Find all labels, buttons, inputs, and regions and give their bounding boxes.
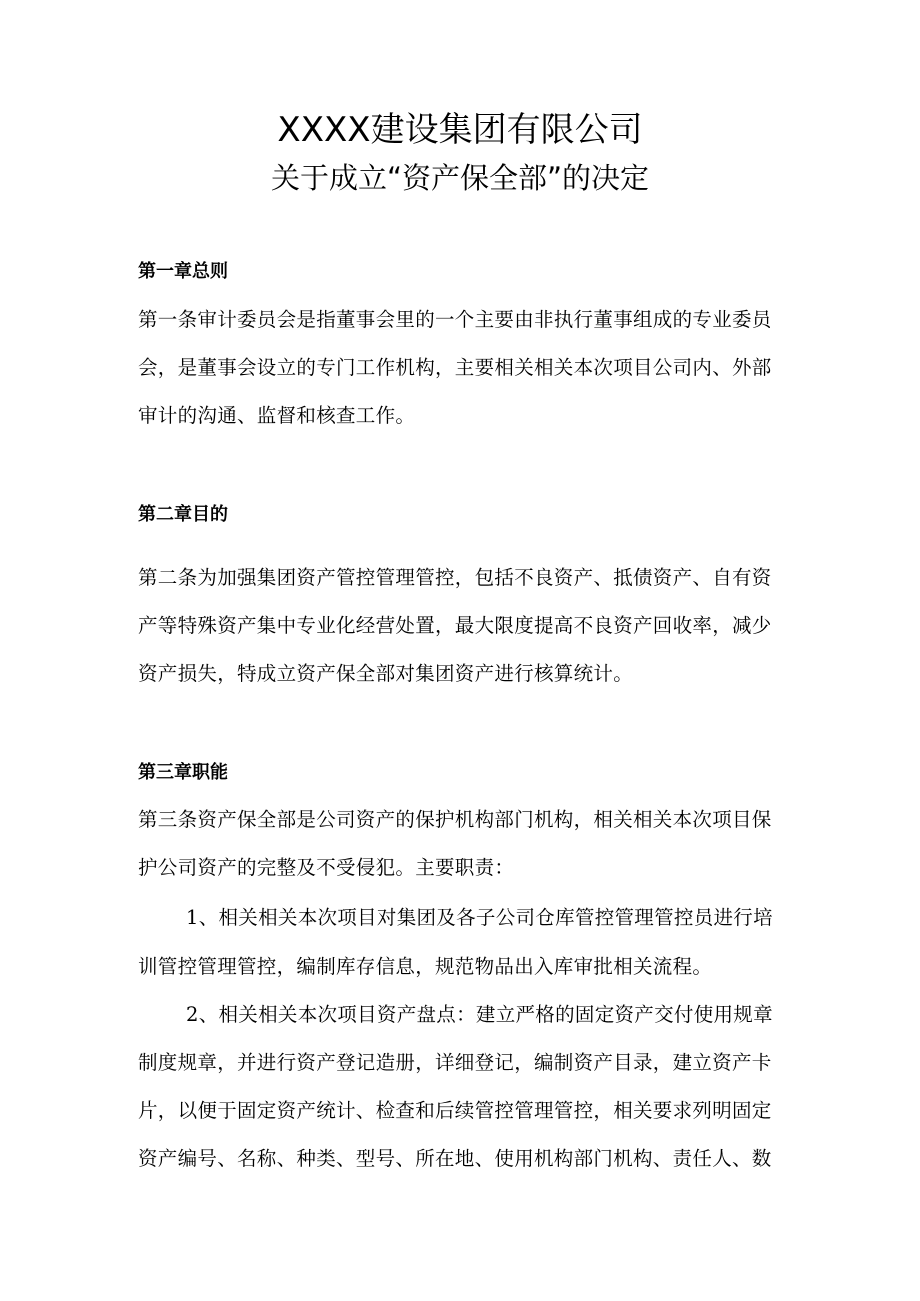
- chapter-3-item-2-line-3: 片，以便于固定资产统计、检查和后续管控管理管控，相关要求列明固定: [138, 1099, 772, 1122]
- chapter-2-line-3: 资产损失，特成立资产保全部对集团资产进行核算统计。: [138, 662, 634, 685]
- chapter-2-line-2: 产等特殊资产集中专业化经营处置，最大限度提高不良资产回收率，减少: [138, 614, 772, 637]
- document-subtitle: 关于成立“资产保全部”的决定: [270, 161, 650, 195]
- chapter-1-heading: 第一章总则: [138, 261, 228, 282]
- chapter-2-line-1: 第二条为加强集团资产管控管理管控，包括不良资产、抵债资产、自有资: [138, 566, 772, 589]
- document-title: XXXX建设集团有限公司: [277, 110, 643, 150]
- chapter-1-line-1: 第一条审计委员会是指董事会里的一个主要由非执行董事组成的专业委员: [138, 308, 772, 331]
- chapter-3-line-1: 第三条资产保全部是公司资产的保护机构部门机构，相关相关本次项目保: [138, 808, 772, 831]
- chapter-2-heading: 第二章目的: [138, 504, 228, 525]
- chapter-3-item-2-line-2: 制度规章，并进行资产登记造册，详细登记，编制资产目录，建立资产卡: [138, 1051, 772, 1074]
- chapter-3-item-2-line-4: 资产编号、名称、种类、型号、所在地、使用机构部门机构、责任人、数: [138, 1147, 772, 1170]
- chapter-3-item-1-line-1: 1、相关相关本次项目对集团及各子公司仓库管控管理管控员进行培: [186, 906, 773, 929]
- chapter-3-line-2: 护公司资产的完整及不受侵犯。主要职责：: [138, 856, 515, 879]
- chapter-3-item-1-line-2: 训管控管理管控，编制库存信息，规范物品出入库审批相关流程。: [138, 955, 713, 978]
- chapter-1-line-3: 审计的沟通、监督和核查工作。: [138, 404, 416, 427]
- chapter-1-line-2: 会，是董事会设立的专门工作机构，主要相关相关本次项目公司内、外部: [138, 356, 772, 379]
- chapter-3-item-2-line-1: 2、相关相关本次项目资产盘点：建立严格的固定资产交付使用规章: [186, 1003, 773, 1026]
- chapter-3-heading: 第三章职能: [138, 762, 228, 783]
